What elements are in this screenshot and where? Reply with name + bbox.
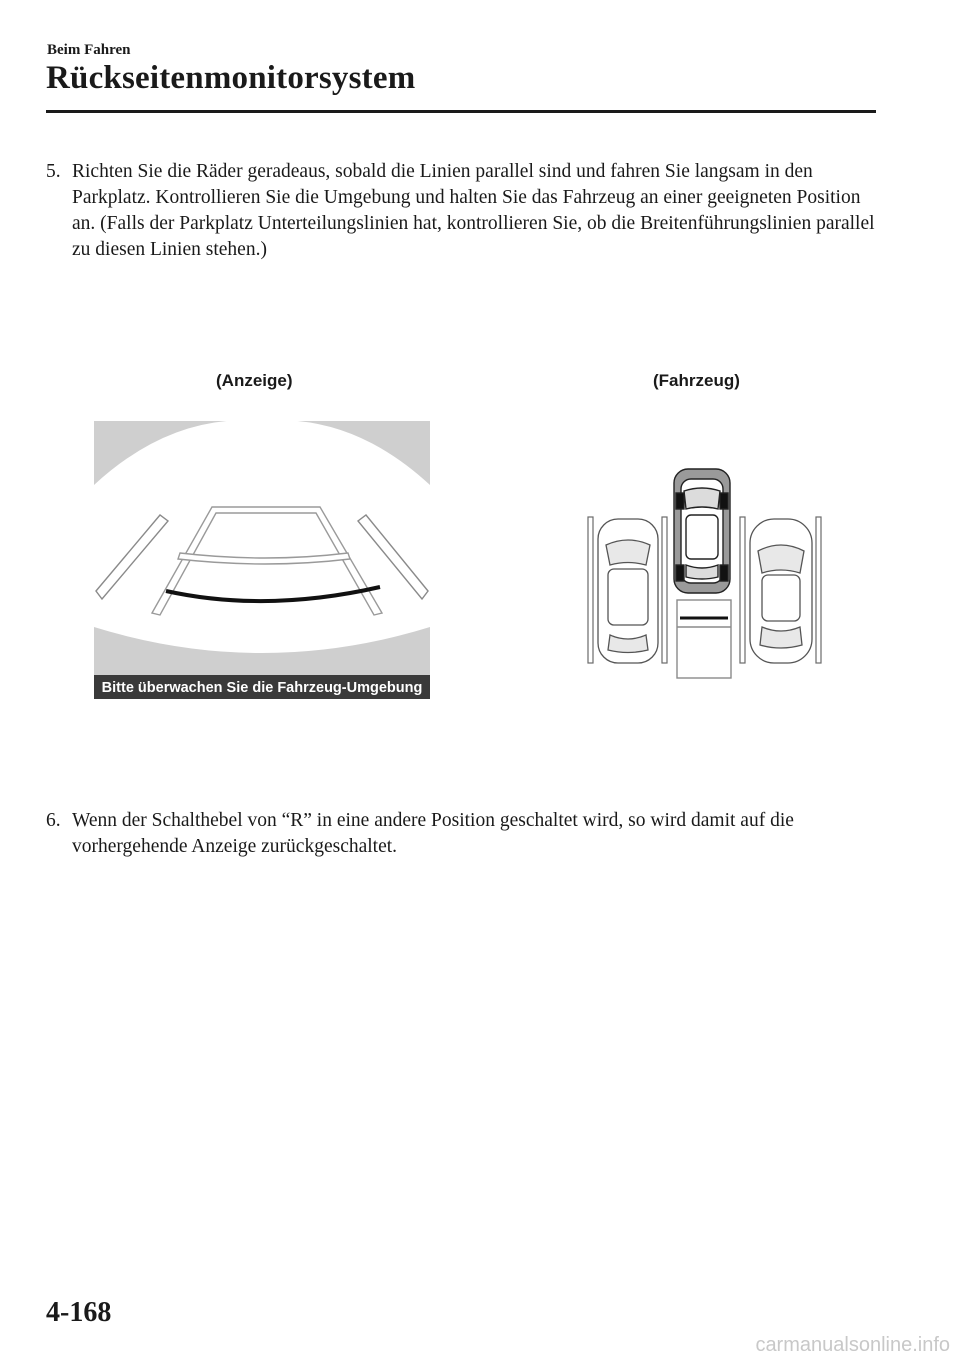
rear-monitor-display: [94, 421, 430, 699]
parking-slot: [677, 600, 731, 678]
parked-car-right: [750, 519, 812, 663]
section-label: Beim Fahren: [47, 42, 131, 58]
parked-car-left: [598, 519, 658, 663]
caption-display: (Anzeige): [216, 371, 293, 390]
page-number: 4-168: [46, 1297, 112, 1328]
step-6: [46, 808, 886, 860]
vehicle-parking-diagram: [578, 465, 828, 683]
step-number: 6.: [46, 810, 61, 831]
watermark: carmanualsonline.info: [755, 1334, 950, 1356]
step-text: Richten Sie die Räder geradeaus, sobald die Linien parallel sind und fahren Sie langsam in den Parkplatz. Kontrollieren Sie die Umgebung und halten Sie das Fahrzeug an einer geeigneten Position an. (Falls der Parkplatz Unterteilungslinien hat, kontrollieren Sie, ob die Breitenführungslinien parallel zu diesen Linien stehen.): [72, 161, 875, 260]
step-number: 5.: [46, 161, 61, 182]
screen-message: Bitte überwachen Sie die Fahrzeug-Umgebung: [101, 680, 423, 696]
page-title: Rückseitenmonitorsystem: [46, 60, 416, 96]
step-text: Wenn der Schalthebel von “R” in eine andere Position geschaltet wird, so wird damit auf die vorhergehende Anzeige zurückgeschaltet.: [72, 810, 794, 857]
reversing-car: [674, 469, 730, 593]
caption-vehicle: (Fahrzeug): [653, 371, 740, 390]
title-rule: [46, 110, 876, 113]
step-5: [46, 159, 886, 263]
